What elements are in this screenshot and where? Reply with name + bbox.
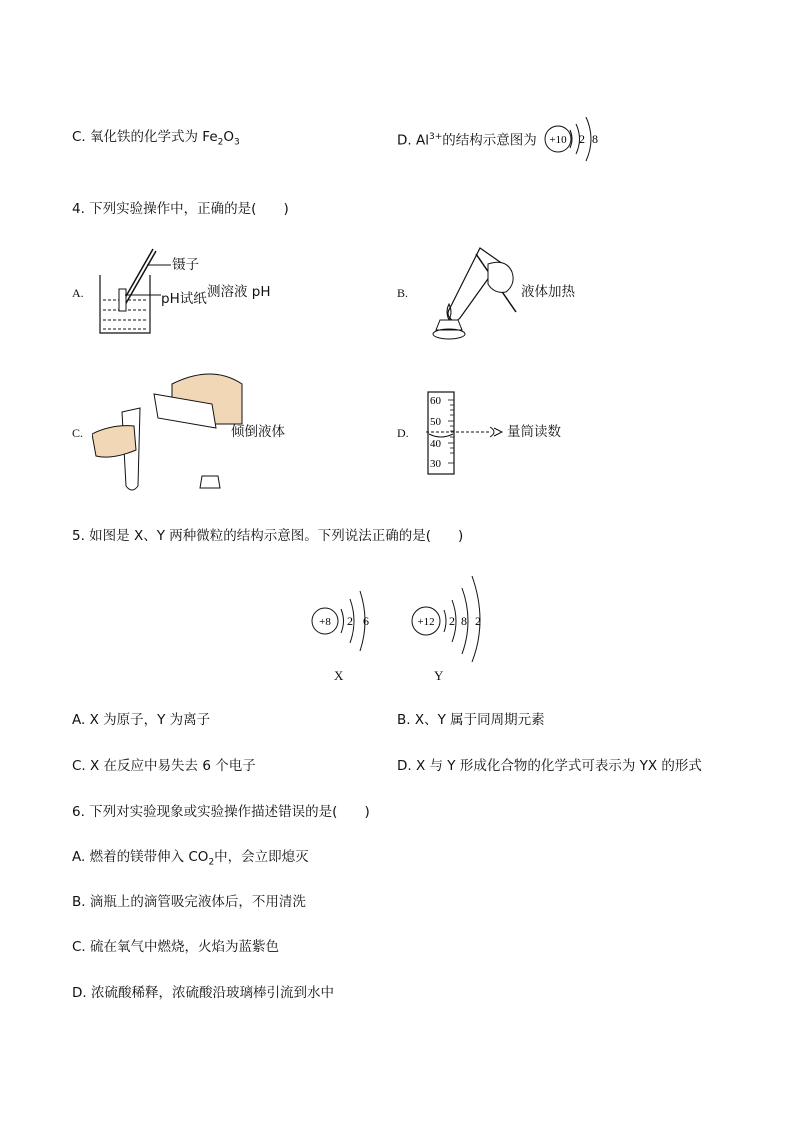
al-ion-structure-diagram — [540, 112, 610, 167]
q4-option-b-letter: B. — [397, 286, 409, 300]
q6-option-a — [72, 848, 309, 872]
particle-x-diagram — [308, 585, 388, 655]
shell-electron-count: 2 — [475, 614, 481, 628]
q6-option-a-text2: 中，会立即熄灭 — [214, 849, 309, 865]
shell-electron-count: 8 — [592, 132, 598, 146]
superscript: 3+ — [428, 132, 443, 142]
electron-shell-arc — [341, 609, 344, 633]
x-nucleus-charge: +8 — [319, 616, 331, 628]
electron-shell-arc — [586, 117, 591, 161]
scale-60: 60 — [430, 395, 441, 407]
shell-electron-count: 2 — [347, 614, 353, 628]
eye-icon — [490, 427, 502, 437]
scale-50: 50 — [430, 416, 441, 428]
ph-paper-label: pH试纸 — [161, 291, 207, 307]
q3-option-d-text: D. Al — [397, 132, 429, 149]
q6-option-b: B. 滴瓶上的滴管吸完液体后，不用清洗 — [72, 894, 306, 910]
tweezers-label: 镊子 — [172, 257, 199, 273]
q3-option-c-text: C. 氧化铁的化学式为 Fe — [72, 129, 218, 145]
graduated-cylinder-figure — [420, 390, 512, 476]
shell-electron-count: 6 — [363, 614, 369, 628]
nucleus-charge: +10 — [549, 134, 567, 146]
q6-option-d: D. 浓硫酸稀释，浓硫酸沿玻璃棒引流到水中 — [72, 985, 334, 1001]
q4-option-c-letter: C. — [72, 426, 84, 440]
y-nucleus-charge: +12 — [417, 616, 435, 628]
tweezers — [125, 251, 156, 305]
q6-stem: 6. 下列对实验现象或实验操作描述错误的是( ) — [72, 804, 370, 820]
scale-40: 40 — [430, 438, 441, 450]
subscript: 2 — [208, 857, 215, 868]
q5-option-d: D. X 与 Y 形成化合物的化学式可表示为 YX 的形式 — [397, 758, 702, 774]
subscript: 3 — [234, 137, 240, 148]
cylinder-reading-label: 量筒读数 — [507, 424, 561, 440]
shell-electron-count: 2 — [579, 132, 585, 146]
liquid-heating-figure — [418, 240, 528, 345]
shell-electron-count: 8 — [461, 614, 467, 628]
heating-label: 液体加热 — [521, 284, 575, 300]
pouring-liquid-figure — [92, 364, 252, 496]
bottle-stopper — [200, 476, 220, 488]
q5-option-b: B. X、Y 属于同周期元素 — [397, 712, 545, 728]
pouring-label: 倾倒液体 — [231, 424, 285, 440]
particle-x-label: X — [334, 668, 344, 683]
q4-option-d-letter: D. — [397, 426, 409, 440]
q5-stem: 5. 如图是 X、Y 两种微粒的结构示意图。下列说法正确的是( ) — [72, 528, 464, 544]
q5-option-a: A. X 为原子，Y 为离子 — [72, 712, 211, 728]
q6-option-a-text: A. 燃着的镁带伸入 CO — [72, 849, 209, 865]
holding-hand — [92, 426, 136, 457]
q6-option-c: C. 硫在氧气中燃烧，火焰为蓝紫色 — [72, 939, 280, 955]
particle-y-label: Y — [434, 668, 444, 683]
q3-option-d-text2: 的结构示意图为 — [442, 132, 537, 149]
particle-y-diagram — [408, 572, 498, 664]
electron-shell-arc — [444, 610, 446, 632]
q4-option-a-letter: A. — [72, 286, 84, 300]
q3-option-d — [397, 128, 537, 150]
q5-option-c: C. X 在反应中易失去 6 个电子 — [72, 758, 256, 774]
shell-electron-count: 2 — [449, 614, 455, 628]
hand — [488, 262, 513, 292]
subscript: 2 — [217, 137, 224, 148]
q4-stem: 4. 下列实验操作中，正确的是( ) — [72, 201, 289, 217]
ph-paper — [119, 289, 126, 311]
meniscus — [429, 434, 453, 437]
q3-option-c-text2: O — [223, 129, 235, 145]
scale-30: 30 — [430, 458, 441, 470]
q3-option-c — [72, 128, 240, 152]
ph-measure-label: 测溶液 pH — [207, 284, 271, 300]
